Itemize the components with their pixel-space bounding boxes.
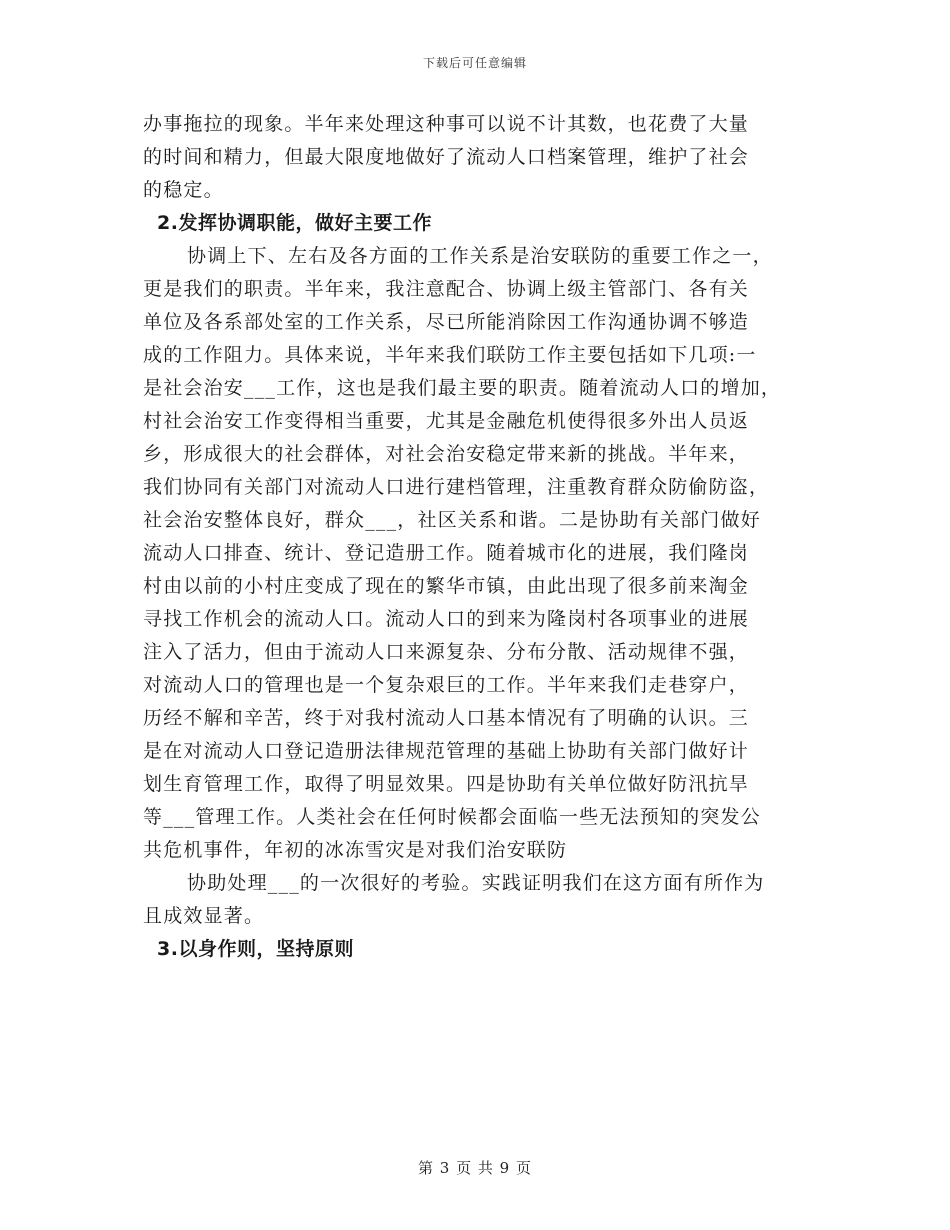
section-heading: 2.发挥协调职能，做好主要工作 [157, 212, 432, 234]
paragraph-line: 协助处理___的一次很好的考验。实践证明我们在这方面有所作为 [187, 872, 765, 894]
paragraph-line: 流动人口排查、统计、登记造册工作。随着城市化的进展，我们隆岗 [143, 542, 750, 564]
paragraph-line: 我们协同有关部门对流动人口进行建档管理，注重教育群众防偷防盗， [143, 476, 770, 498]
paragraph-line: 寻找工作机会的流动人口。流动人口的到来为隆岗村各项事业的进展 [143, 608, 750, 630]
paragraph-line: 单位及各系部处室的工作关系，尽已所能消除因工作沟通协调不够造 [143, 311, 750, 333]
paragraph-line: 协调上下、左右及各方面的工作关系是治安联防的重要工作之一， [187, 245, 773, 267]
paragraph-line: 划生育管理工作，取得了明显效果。四是协助有关单位做好防汛抗旱 [143, 773, 750, 795]
paragraph-line: 的稳定。 [143, 179, 224, 201]
paragraph-line: 是社会治安___工作，这也是我们最主要的职责。随着流动人口的增加， [143, 377, 782, 399]
paragraph-line: 村社会治安工作变得相当重要，尤其是金融危机使得很多外出人员返 [143, 410, 750, 432]
page-number: 第 3 页 共 9 页 [418, 1159, 532, 1177]
paragraph-line: 对流动人口的管理也是一个复杂艰巨的工作。半年来我们走巷穿户， [143, 674, 750, 696]
paragraph-line: 是在对流动人口登记造册法律规范管理的基础上协助有关部门做好计 [143, 740, 750, 762]
paragraph-line: 且成效显著。 [143, 905, 265, 927]
section-heading: 3.以身作则，坚持原则 [157, 938, 354, 960]
paragraph-line: 更是我们的职责。半年来，我注意配合、协调上级主管部门、各有关 [143, 278, 750, 300]
paragraph-line: 注入了活力，但由于流动人口来源复杂、分布分散、活动规律不强， [143, 641, 750, 663]
document-body [143, 108, 815, 966]
paragraph-line: 成的工作阻力。具体来说，半年来我们联防工作主要包括如下几项:一 [143, 344, 757, 366]
paragraph-line: 办事拖拉的现象。半年来处理这种事可以说不计其数，也花费了大量 [143, 113, 750, 135]
paragraph-line: 共危机事件，年初的冰冻雪灾是对我们治安联防 [143, 839, 568, 861]
paragraph-line: 的时间和精力，但最大限度地做好了流动人口档案管理，维护了社会 [143, 146, 750, 168]
paragraph-line: 乡，形成很大的社会群体，对社会治安稳定带来新的挑战。半年来， [143, 443, 750, 465]
page-header: 下载后可任意编辑 [422, 56, 527, 70]
paragraph-line: 村由以前的小村庄变成了现在的繁华市镇，由此出现了很多前来淘金 [143, 575, 750, 597]
paragraph-line: 等___管理工作。人类社会在任何时候都会面临一些无法预知的突发公 [143, 806, 761, 828]
paragraph-line: 历经不解和辛苦，终于对我村流动人口基本情况有了明确的认识。三 [143, 707, 750, 729]
paragraph-line: 社会治安整体良好，群众___，社区关系和谐。二是协助有关部门做好 [143, 509, 761, 531]
